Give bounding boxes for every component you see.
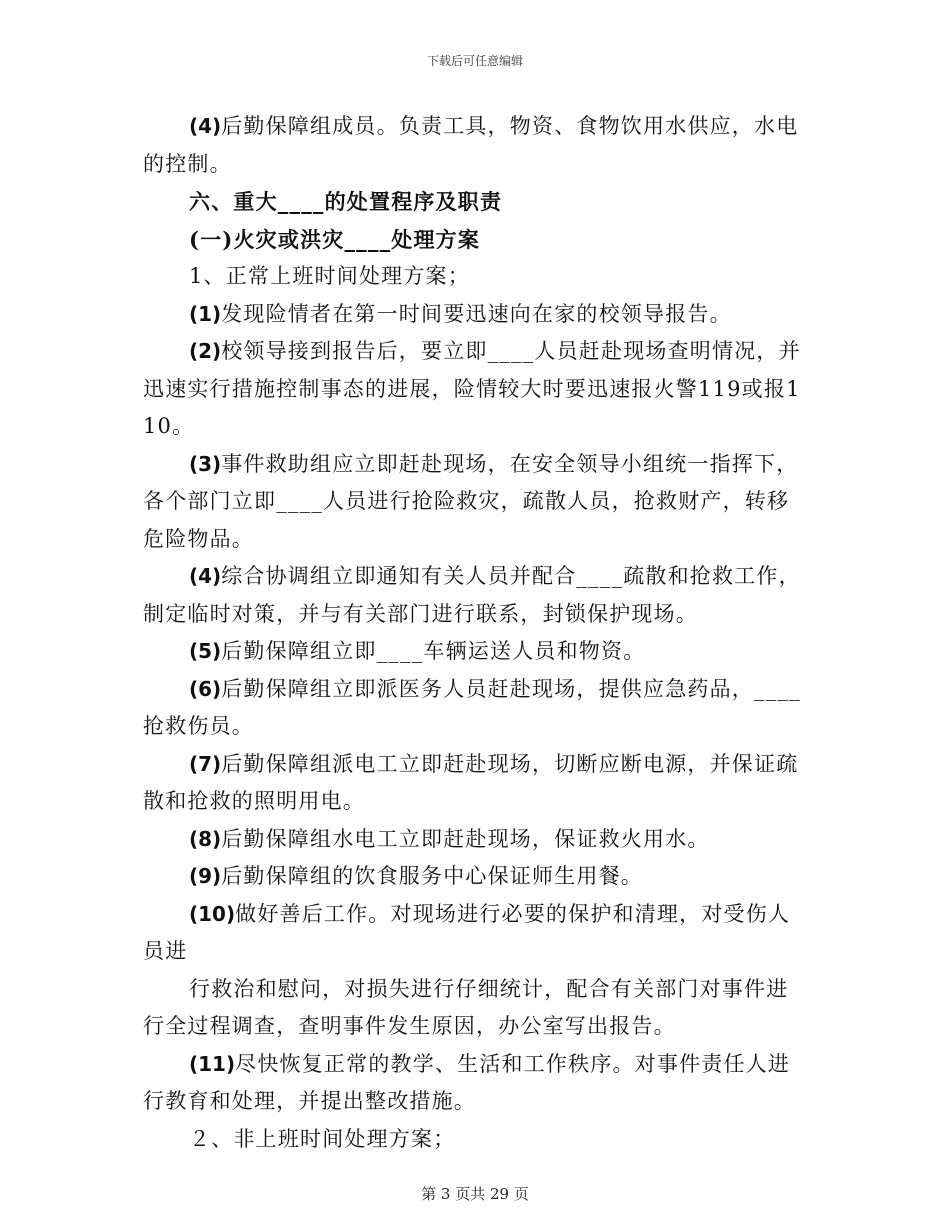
paragraph-text: 综合协调组立即通知有关人员并配合____疏散和抢救工作，制定临时对策，并与有关部门进行联系，封锁保护现场。 [143,564,801,626]
item-number: (4) [189,114,222,138]
item-number: (4) [189,564,222,588]
item-number: (6) [189,676,222,701]
paragraph-text: 后勤保障组的饮食服务中心保证师生用餐。 [221,864,644,888]
paragraph [143,671,808,746]
paragraph [143,746,808,821]
paragraph-text: 后勤保障组立即派医务人员赶赴现场，提供应急药品，____抢救伤员。 [143,676,801,738]
paragraph [143,446,808,559]
paragraph [143,821,808,859]
page-footer: 第 3 页共 29 页 [421,1185,529,1203]
paragraph-text: 校领导接到报告后，要立即____人员赶赴现场查明情况，并迅速实行措施控制事态的进展，险情较大时要迅速报火警119或报110。 [143,339,801,438]
paragraph [143,971,808,1046]
paragraph [143,1046,808,1121]
item-number: (7) [189,751,222,776]
paragraph [143,108,808,183]
paragraph-text: 后勤保障组立即____车辆运送人员和物资。 [221,639,646,663]
paragraph [143,558,808,633]
paragraph-text: 行救治和慰问，对损失进行仔细统计，配合有关部门对事件进行全过程调查，查明事件发生原因，办公室写出报告。 [143,976,789,1038]
paragraph-text: 1、正常上班时间处理方案； [189,264,470,288]
paragraph [143,333,808,446]
item-number: (11) [189,1051,236,1076]
heading-text: 六、重大____的处置程序及职责 [189,189,503,214]
heading-text: (一)火灾或洪灾____处理方案 [189,226,481,252]
item-number: (8) [189,826,222,851]
item-number: (1) [189,301,222,326]
item-number: (9) [189,864,222,888]
paragraph-text: ２、非上班时间处理方案； [189,1126,456,1151]
paragraph-text: 发现险情者在第一时间要迅速向在家的校领导报告。 [221,301,732,326]
paragraph-text: 做好善后工作。对现场进行必要的保护和清理，对受伤人员进 [143,901,791,963]
paragraph-text: 尽快恢复正常的教学、生活和工作秩序。对事件责任人进行教育和处理，并提出整改措施。 [143,1051,791,1113]
page-header: 下载后可任意编辑 [426,54,523,68]
item-number: (5) [189,639,222,663]
paragraph [143,896,808,971]
item-number: (3) [189,451,222,476]
item-number: (2) [189,339,222,363]
paragraph-text: 后勤保障组成员。负责工具，物资、食物饮用水供应，水电的控制。 [143,114,799,176]
paragraph [143,258,808,296]
paragraph-text: 后勤保障组派电工立即赶赴现场，切断应断电源，并保证疏散和抢救的照明用电。 [143,751,799,813]
paragraph [143,1121,808,1159]
paragraph-text: 事件救助组应立即赶赴现场，在安全领导小组统一指挥下，各个部门立即____人员进行抢险救灾，疏散人员，抢救财产，转移危险物品。 [143,451,799,551]
document-body [143,108,808,1158]
section-heading [143,183,808,221]
paragraph-text: 后勤保障组水电工立即赶赴现场，保证救火用水。 [221,826,710,851]
paragraph [143,633,808,671]
paragraph [143,296,808,334]
subsection-heading [143,221,808,259]
paragraph [143,858,808,896]
item-number: (10) [189,901,236,926]
